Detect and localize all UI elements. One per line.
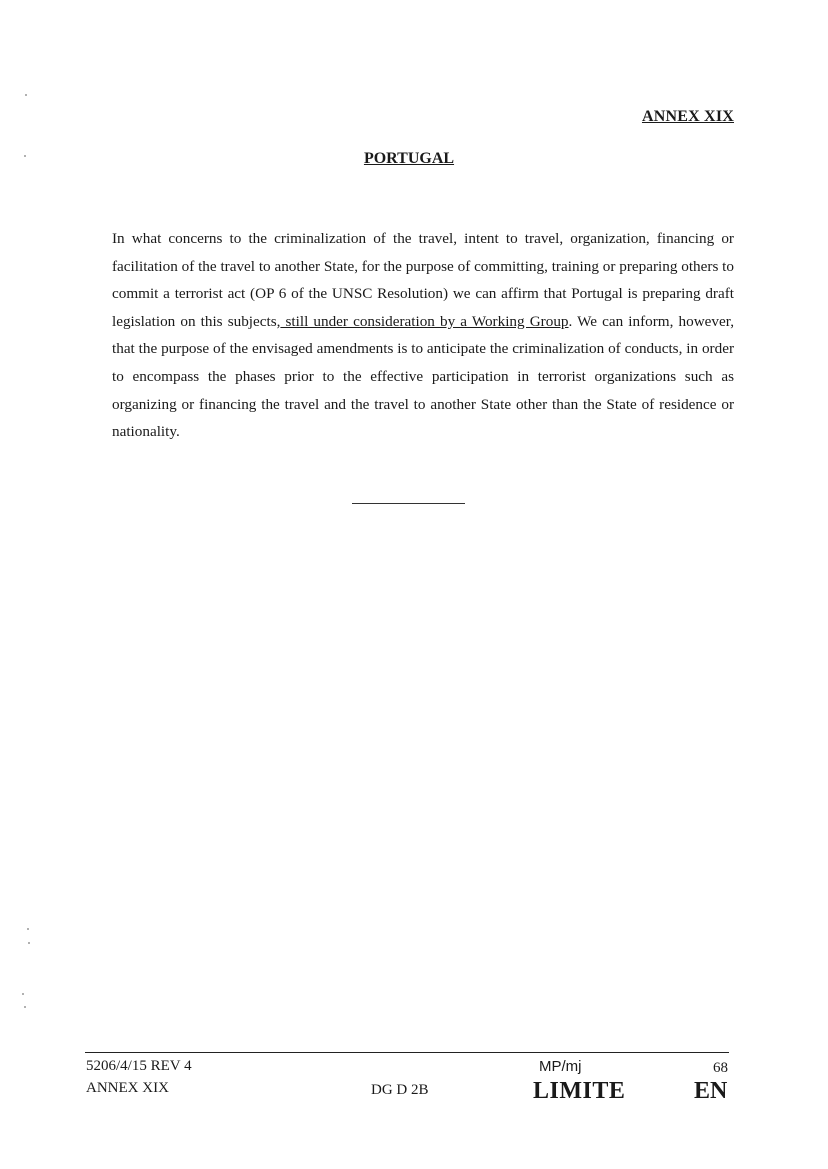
annex-title: ANNEX XIX: [641, 108, 734, 125]
page-title: PORTUGAL: [363, 150, 455, 167]
scan-speck: [24, 1006, 26, 1008]
footer-annex-label: ANNEX XIX: [86, 1080, 169, 1096]
scan-speck: [25, 94, 27, 96]
classification-label: LIMITE: [533, 1078, 626, 1104]
paragraph-text-underlined: still under consideration by a Working Group: [280, 312, 569, 330]
scan-speck: [24, 155, 26, 157]
paragraph-text-end: . We can inform, however, that the purpose of the envisaged amendments is to anticipate the criminalization of conducts, in order to encompass the phases prior to the effective participation in terrorist organizations such as organizing or financing the travel and the travel to another State other than the State of residence or nationality.: [112, 312, 734, 441]
document-reference: 5206/4/15 REV 4: [86, 1058, 192, 1074]
scan-speck: [27, 928, 29, 930]
language-code: EN: [694, 1078, 728, 1104]
scan-speck: [28, 942, 30, 944]
footer-rule: [85, 1052, 729, 1053]
directorate-code: DG D 2B: [371, 1082, 429, 1098]
page-number: 68: [713, 1060, 728, 1076]
body-paragraph: [112, 225, 734, 446]
end-of-text-separator: [352, 503, 465, 504]
paragraph-text-start: In what concerns to the criminalization of the travel, intent to travel, organization, financing or facilitation of the travel to another State, for the purpose of committing, training or preparing others to commit a terrorist act (OP 6 of the UNSC Resolution) we can affirm that Portugal is preparing draft legislation on this subjects,: [112, 230, 734, 330]
author-initials: MP/mj: [539, 1058, 582, 1075]
scan-speck: [22, 993, 24, 995]
